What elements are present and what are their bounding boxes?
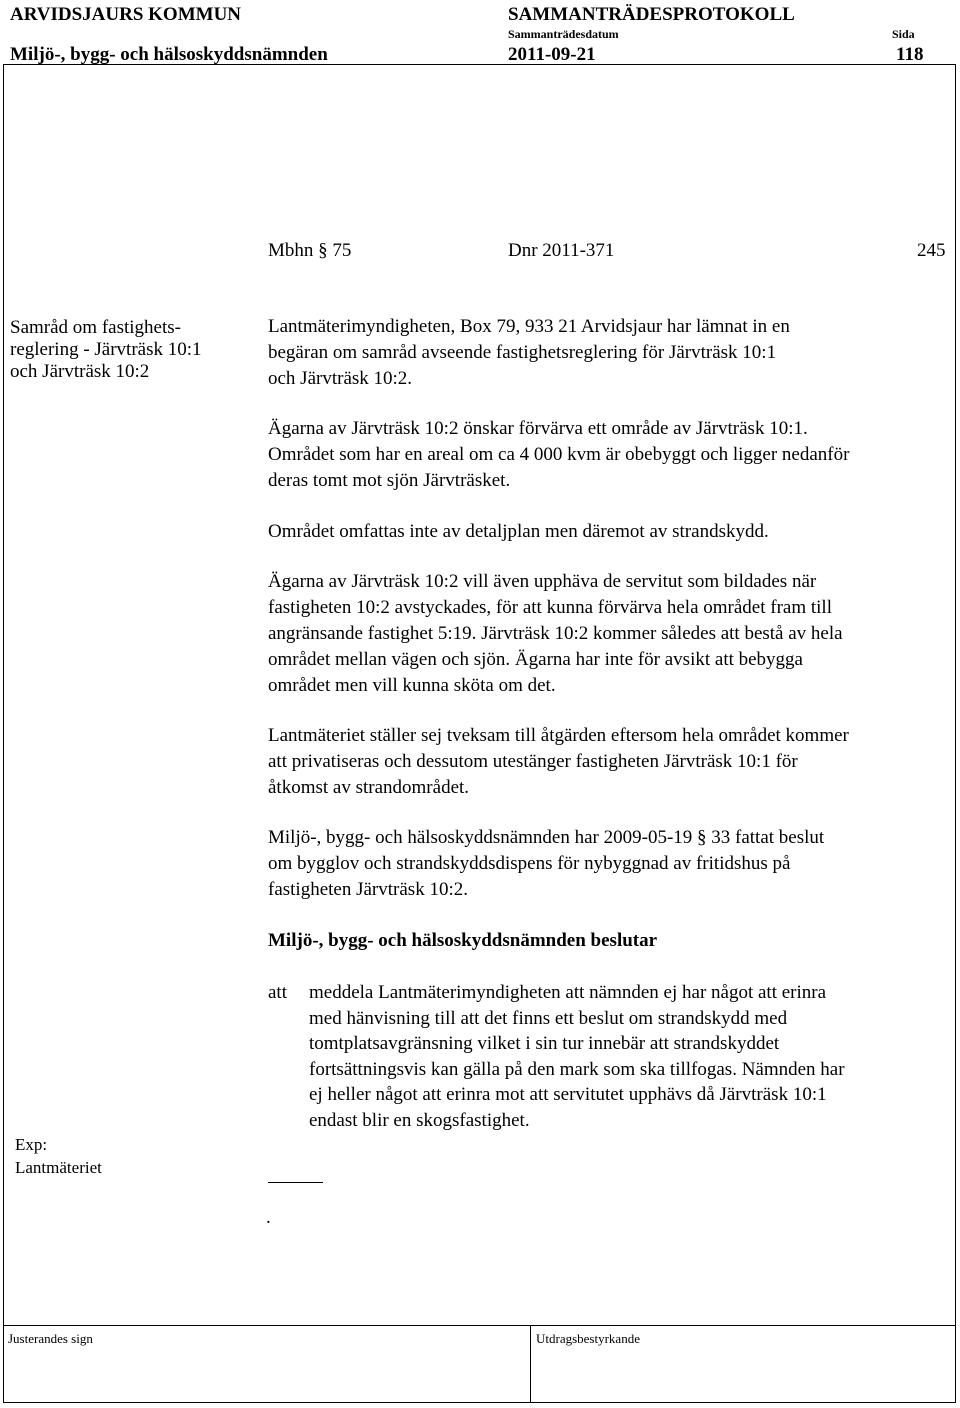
footer-divider bbox=[3, 1325, 956, 1326]
paragraph-line: Lantmäteriet ställer sej tveksam till åtgärden eftersom hela området kommer bbox=[268, 725, 849, 746]
footer-justerandes-sign: Justerandes sign bbox=[8, 1331, 93, 1346]
paragraph-line: att privatiseras och dessutom utestänger fastigheten Järvträsk 10:1 för bbox=[268, 751, 798, 772]
decision-line: endast blir en skogsfastighet. bbox=[309, 1109, 530, 1131]
paragraph-line: fastigheten 10:2 avstyckades, för att kunna förvärva hela området fram till bbox=[268, 597, 832, 618]
dispatch-recipient: Lantmäteriet bbox=[15, 1158, 102, 1177]
decision-heading: Miljö-, bygg- och hälsoskyddsnämnden beslutar bbox=[268, 930, 658, 951]
paragraph-line: Ägarna av Järvträsk 10:2 önskar förvärva ett område av Järvträsk 10:1. bbox=[268, 418, 808, 439]
decision-line: ej heller något att erinra mot att servitutet upphävs då Järvträsk 10:1 bbox=[309, 1084, 827, 1106]
side-title bbox=[10, 317, 202, 383]
paragraph bbox=[268, 825, 948, 903]
paragraph bbox=[268, 723, 948, 801]
document-type: SAMMANTRÄDESPROTOKOLL bbox=[508, 4, 795, 25]
paragraph bbox=[268, 519, 948, 545]
paragraph-line: Lantmäterimyndigheten, Box 79, 933 21 Arvidsjaur har lämnat in en bbox=[268, 316, 790, 337]
decision-line: fortsättningsvis kan gälla på den mark som ska tillfogas. Nämnden har bbox=[309, 1058, 845, 1080]
paragraph-line: fastigheten Järvträsk 10:2. bbox=[268, 879, 468, 900]
page-number: 118 bbox=[896, 44, 924, 65]
dispatch-label: Exp: bbox=[15, 1135, 48, 1154]
decision-line: tomtplatsavgränsning vilket i sin tur innebär att strandskyddet bbox=[309, 1033, 780, 1055]
decision-line: meddela Lantmäterimyndigheten att nämnden ej har något att erinra bbox=[309, 982, 827, 1003]
decision-line: med hänvisning till att det finns ett beslut om strandskydd med bbox=[309, 1007, 788, 1029]
date-label: Sammanträdesdatum bbox=[508, 27, 619, 41]
meeting-date: 2011-09-21 bbox=[508, 44, 596, 65]
paragraph-line: området mellan vägen och sjön. Ägarna har inte för avsikt att bebygga bbox=[268, 649, 803, 670]
paragraph-line: Området omfattas inte av detaljplan men däremot av strandskydd. bbox=[268, 521, 769, 542]
paragraph bbox=[268, 416, 948, 494]
side-title-line: Samråd om fastighets- bbox=[10, 317, 181, 338]
paragraph-line: om bygglov och strandskyddsdispens för nybyggnad av fritidshus på bbox=[268, 853, 791, 874]
paragraph-line: och Järvträsk 10:2. bbox=[268, 368, 413, 389]
paragraph-line: Ägarna av Järvträsk 10:2 vill även upphäva de servitut som bildades när bbox=[268, 571, 817, 592]
footer-utdragsbestyrkande: Utdragsbestyrkande bbox=[536, 1331, 640, 1346]
paragraph-line: begäran om samråd avseende fastighetsreglering för Järvträsk 10:1 bbox=[268, 342, 777, 363]
decision-att-label: att bbox=[268, 982, 287, 1003]
paragraph-line: området men vill kunna sköta om det. bbox=[268, 675, 556, 696]
paragraph-line: Miljö-, bygg- och hälsoskyddsnämnden har 2009-05-19 § 33 fattat beslut bbox=[268, 827, 825, 848]
committee-name: Miljö-, bygg- och hälsoskyddsnämnden bbox=[10, 44, 328, 65]
footer-column-divider bbox=[530, 1325, 531, 1403]
paragraph-line: deras tomt mot sjön Järvträsket. bbox=[268, 470, 511, 491]
municipality-name: ARVIDSJAURS KOMMUN bbox=[10, 4, 242, 25]
side-title-line: och Järvträsk 10:2 bbox=[10, 361, 150, 382]
case-number: 245 bbox=[917, 240, 946, 261]
paragraph-line: angränsande fastighet 5:19. Järvträsk 10:2 kommer således att bestå av hela bbox=[268, 623, 843, 644]
dispatch-block bbox=[15, 1133, 102, 1179]
side-title-line: reglering - Järvträsk 10:1 bbox=[10, 339, 202, 360]
dnr-reference: Dnr 2011-371 bbox=[508, 240, 615, 261]
paragraph-line: åtkomst av strandområdet. bbox=[268, 777, 470, 798]
paragraph-line: Området som har en areal om ca 4 000 kvm är obebyggt och ligger nedanför bbox=[268, 444, 850, 465]
paragraph bbox=[268, 569, 948, 699]
paragraph-reference: Mbhn § 75 bbox=[268, 240, 352, 261]
paragraph bbox=[268, 314, 948, 392]
decision-text bbox=[309, 980, 845, 1134]
separator-rule bbox=[268, 1182, 323, 1183]
separator-dot: . bbox=[266, 1207, 271, 1228]
page-label: Sida bbox=[892, 27, 915, 41]
